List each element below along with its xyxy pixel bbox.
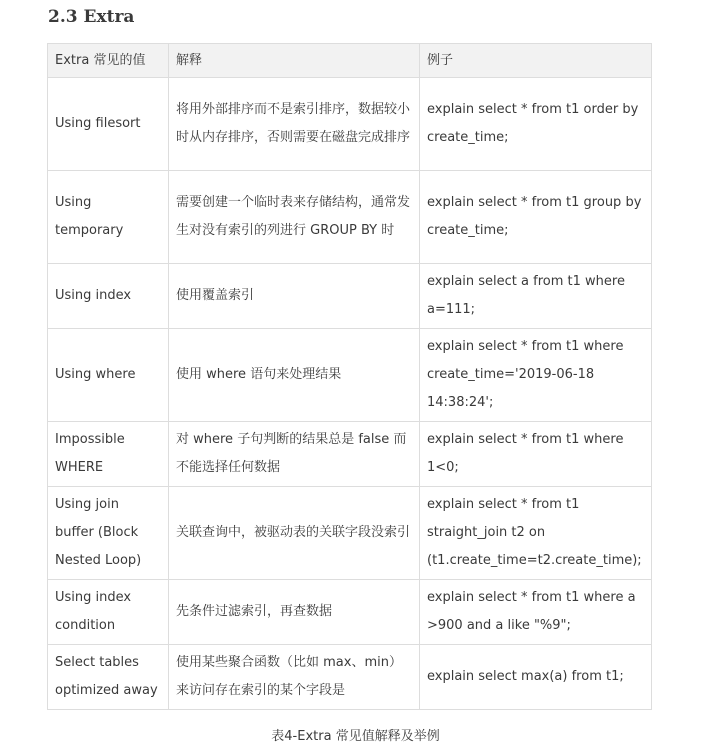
- table-row: [48, 580, 652, 645]
- column-header-explanation: 解释: [169, 44, 420, 78]
- cell-explanation: 使用覆盖索引: [169, 264, 420, 329]
- cell-extra-value: Using index: [48, 264, 169, 329]
- cell-explanation: 使用 where 语句来处理结果: [169, 329, 420, 422]
- cell-explanation: 使用某些聚合函数（比如 max、min）来访问存在索引的某个字段是: [169, 645, 420, 710]
- cell-explanation: 先条件过滤索引，再查数据: [169, 580, 420, 645]
- table-row: [48, 645, 652, 710]
- cell-example: explain select * from t1 where 1<0;: [420, 422, 652, 487]
- table-row: [48, 422, 652, 487]
- table-row: [48, 171, 652, 264]
- cell-explanation: 对 where 子句判断的结果总是 false 而不能选择任何数据: [169, 422, 420, 487]
- cell-extra-value: Select tables optimized away: [48, 645, 169, 710]
- column-header-extra-value: Extra 常见的值: [48, 44, 169, 78]
- table-row: [48, 487, 652, 580]
- cell-example: explain select a from t1 where a=111;: [420, 264, 652, 329]
- cell-extra-value: Using filesort: [48, 78, 169, 171]
- cell-example: explain select max(a) from t1;: [420, 645, 652, 710]
- table-row: [48, 329, 652, 422]
- table-row: [48, 264, 652, 329]
- extra-values-table: [47, 43, 652, 710]
- cell-extra-value: Impossible WHERE: [48, 422, 169, 487]
- cell-extra-value: Using where: [48, 329, 169, 422]
- table-row: [48, 78, 652, 171]
- cell-extra-value: Using temporary: [48, 171, 169, 264]
- cell-example: explain select * from t1 straight_join t2 on (t1.create_time=t2.create_time);: [420, 487, 652, 580]
- cell-extra-value: Using index condition: [48, 580, 169, 645]
- cell-example: explain select * from t1 group by create_time;: [420, 171, 652, 264]
- cell-extra-value: Using join buffer (Block Nested Loop): [48, 487, 169, 580]
- section-heading: 2.3 Extra: [48, 7, 135, 27]
- column-header-example: 例子: [420, 44, 652, 78]
- cell-explanation: 关联查询中，被驱动表的关联字段没索引: [169, 487, 420, 580]
- table-caption: 表4-Extra 常见值解释及举例: [271, 729, 440, 744]
- cell-example: explain select * from t1 where create_time='2019-06-18 14:38:24';: [420, 329, 652, 422]
- cell-explanation: 需要创建一个临时表来存储结构，通常发生对没有索引的列进行 GROUP BY 时: [169, 171, 420, 264]
- table-header-row: [48, 44, 652, 78]
- cell-explanation: 将用外部排序而不是索引排序，数据较小时从内存排序，否则需要在磁盘完成排序: [169, 78, 420, 171]
- cell-example: explain select * from t1 order by create_time;: [420, 78, 652, 171]
- cell-example: explain select * from t1 where a >900 and a like "%9";: [420, 580, 652, 645]
